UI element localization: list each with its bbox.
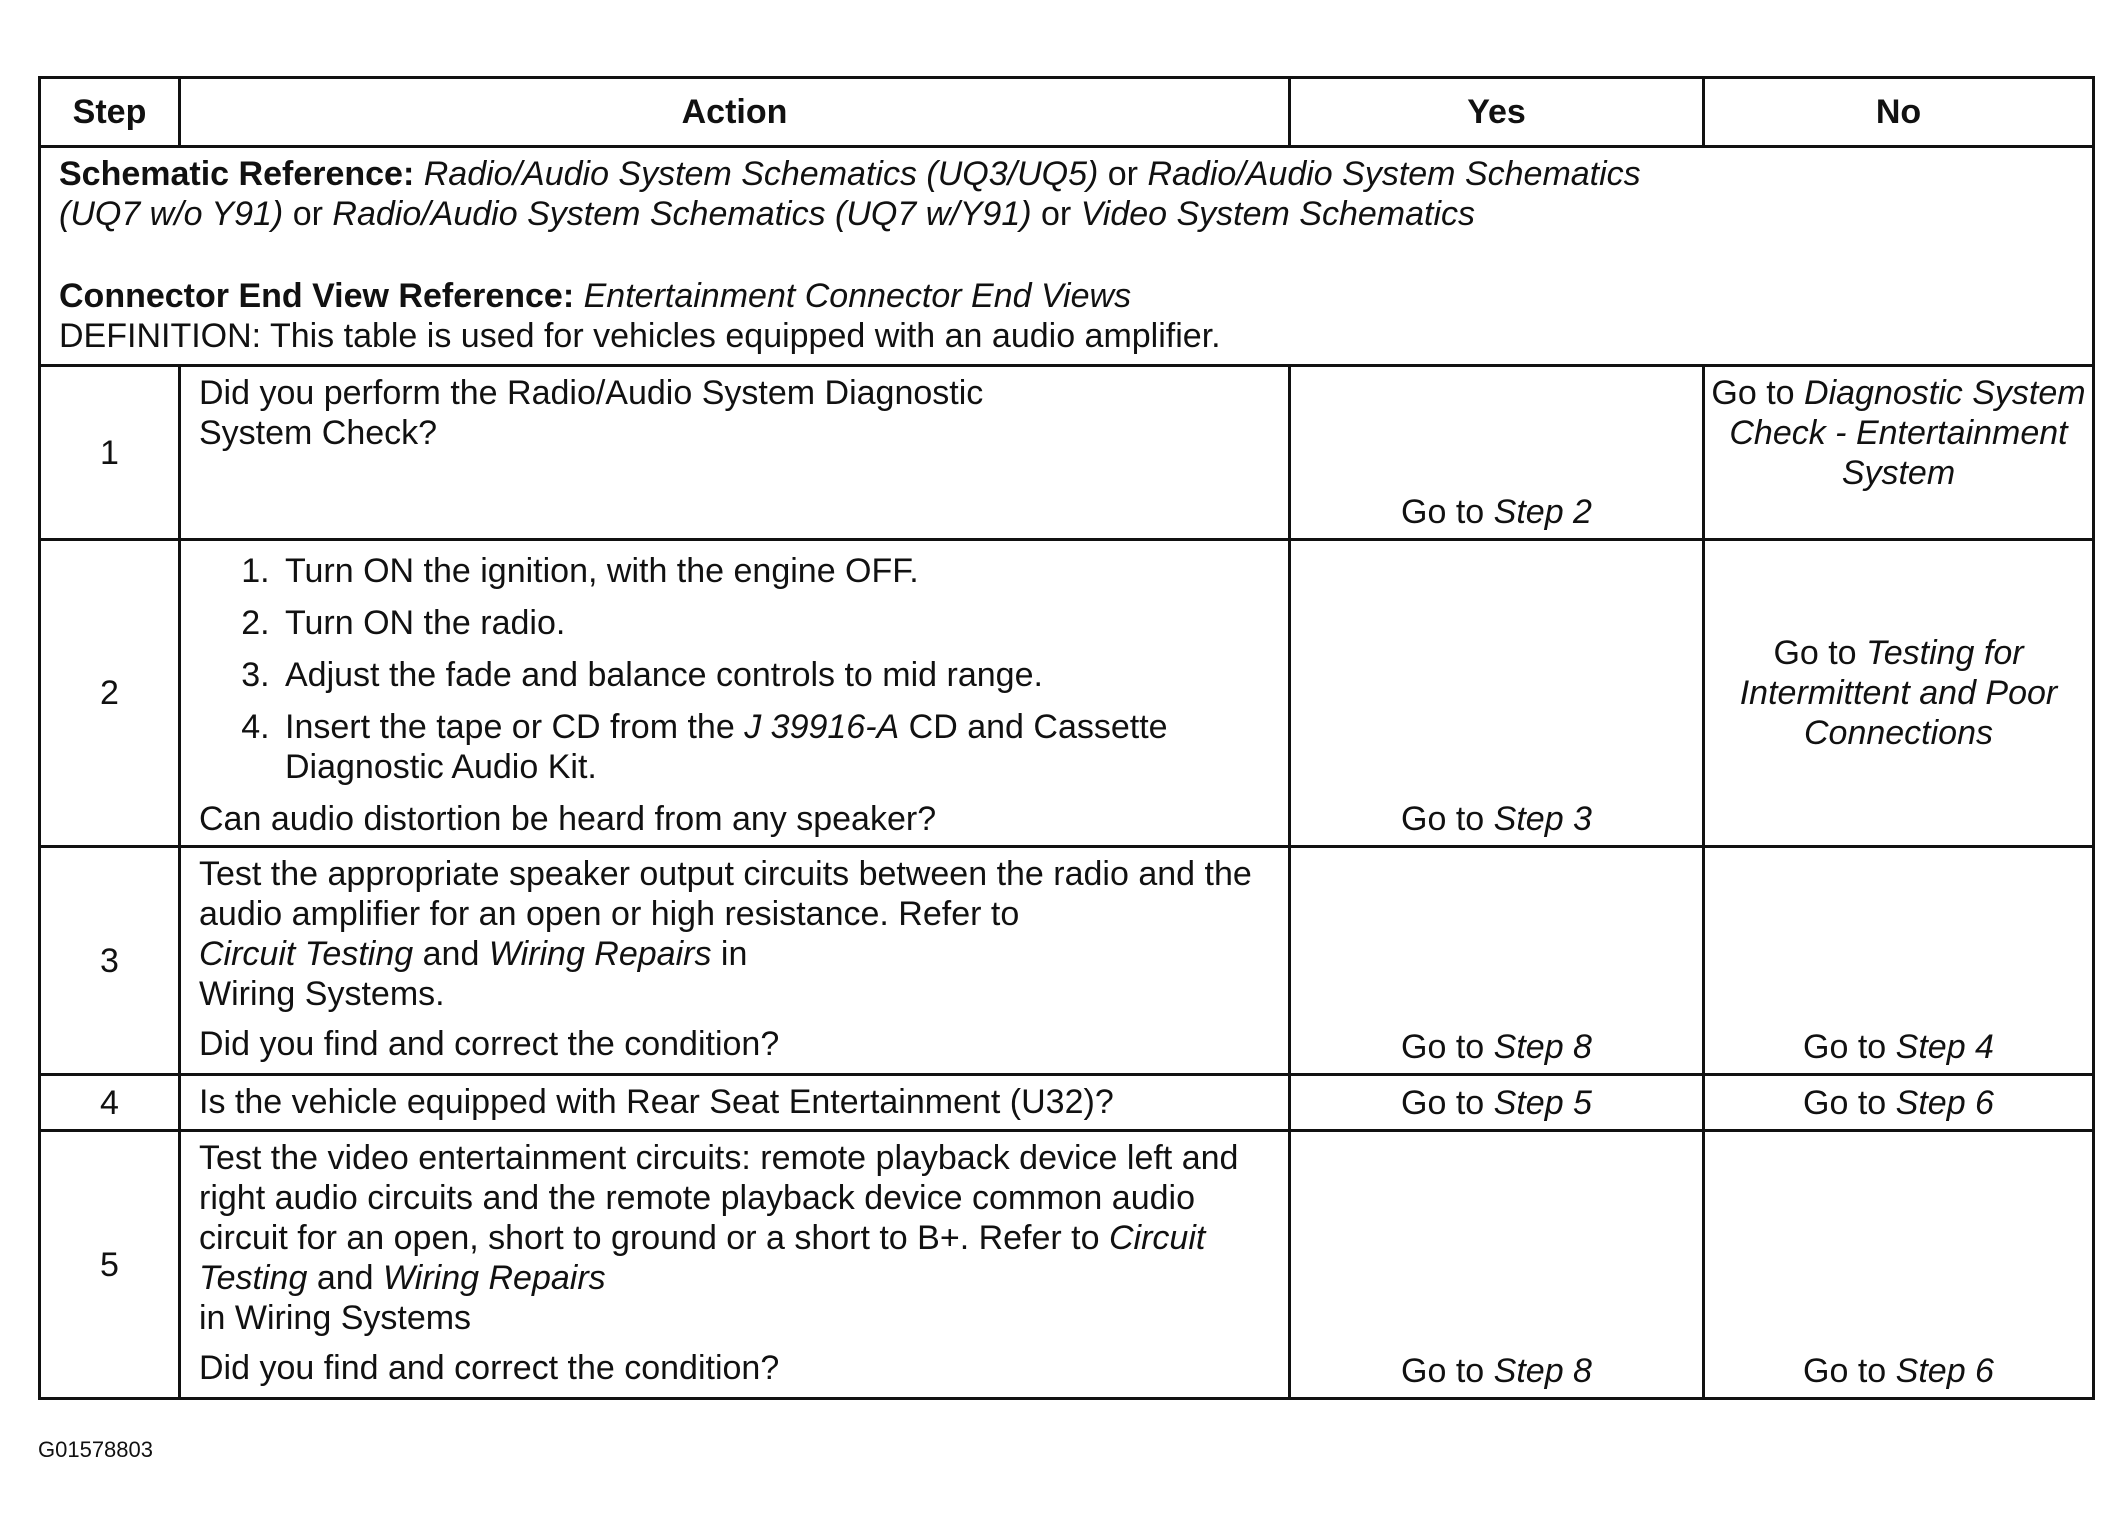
- step-number: 3: [40, 847, 180, 1075]
- connector-link[interactable]: Entertainment Connector End Views: [583, 277, 1132, 315]
- header-step: Step: [40, 78, 180, 147]
- diagnostic-table: [38, 76, 2095, 1400]
- step-row-2: [40, 540, 2094, 847]
- list-item-text: Insert the tape or CD from the: [285, 708, 735, 746]
- goto-text: Go to: [1401, 1084, 1485, 1122]
- no-step-link[interactable]: Step 6: [1895, 1084, 1994, 1122]
- and-text: and: [316, 1259, 374, 1297]
- step-number: 2: [40, 540, 180, 847]
- action-tail: in Wiring Systems: [199, 1299, 472, 1337]
- list-item: 3. Adjust the fade and balance controls to mid range.: [279, 655, 1274, 695]
- yes-cell: [1290, 366, 1704, 540]
- question-text: Did you find and correct the condition?: [199, 1025, 780, 1063]
- reference-cell: [40, 147, 2094, 366]
- goto-text: Go to: [1401, 1028, 1485, 1066]
- no-step-link[interactable]: Diagnostic System Check - Entertainment System: [1729, 374, 2086, 492]
- yes-cell: [1290, 1131, 1704, 1399]
- yes-step-link[interactable]: Step 3: [1493, 800, 1592, 838]
- procedure-list: [199, 551, 1274, 787]
- action-text: Test the appropriate speaker output circuits between the radio and the audio amplifier for an open or high resistance. Refer to: [199, 855, 1252, 933]
- schematic-link-2b[interactable]: (UQ7 w/o Y91): [59, 195, 284, 233]
- no-cell: [1704, 540, 2094, 847]
- goto-text: Go to: [1711, 374, 1795, 412]
- action-cell: [180, 1131, 1290, 1399]
- action-text: System Check?: [199, 414, 438, 452]
- step-row-3: [40, 847, 2094, 1075]
- schematic-link-2[interactable]: Radio/Audio System Schematics: [1147, 155, 1641, 193]
- or-text: or: [1107, 155, 1138, 193]
- yes-cell: [1290, 1075, 1704, 1131]
- action-text: Test the video entertainment circuits: remote playback device left and right audio circuits and the remote playback device common audio circuit for an open, short to ground or a short to B+. Refer to: [199, 1139, 1239, 1257]
- step-number: 1: [40, 366, 180, 540]
- goto-text: Go to: [1773, 634, 1857, 672]
- step-row-5: [40, 1131, 2094, 1399]
- header-row: [40, 78, 2094, 147]
- yes-step-link[interactable]: Step 8: [1493, 1028, 1592, 1066]
- schematic-reference: [59, 154, 2074, 234]
- step-number: 4: [40, 1075, 180, 1131]
- connector-label: Connector End View Reference:: [59, 277, 575, 315]
- no-step-link[interactable]: Testing for Intermittent and Poor Connections: [1739, 634, 2058, 752]
- no-cell: [1704, 1075, 2094, 1131]
- definition-text: DEFINITION: This table is used for vehicles equipped with an audio amplifier.: [59, 317, 1221, 355]
- schematic-link-1[interactable]: Radio/Audio System Schematics (UQ3/UQ5): [423, 155, 1099, 193]
- step-number: 5: [40, 1131, 180, 1399]
- yes-step-link[interactable]: Step 2: [1493, 493, 1592, 531]
- schematic-label: Schematic Reference:: [59, 155, 415, 193]
- no-cell: [1704, 366, 2094, 540]
- no-cell: [1704, 1131, 2094, 1399]
- list-item-text: CD and Cassette Diagnostic Audio Kit.: [285, 708, 1168, 786]
- yes-step-link[interactable]: Step 5: [1493, 1084, 1592, 1122]
- or-text: or: [292, 195, 323, 233]
- action-cell: Is the vehicle equipped with Rear Seat Entertainment (U32)?: [180, 1075, 1290, 1131]
- goto-text: Go to: [1401, 493, 1485, 531]
- question-text: Did you find and correct the condition?: [199, 1349, 780, 1387]
- question-text: Can audio distortion be heard from any speaker?: [199, 800, 937, 838]
- no-step-link[interactable]: Step 6: [1895, 1352, 1994, 1390]
- step-row-1: [40, 366, 2094, 540]
- in-text: in: [720, 935, 748, 973]
- header-action: Action: [180, 78, 1290, 147]
- no-step-link[interactable]: Step 4: [1895, 1028, 1994, 1066]
- action-cell: [180, 540, 1290, 847]
- action-tail: Wiring Systems.: [199, 975, 445, 1013]
- list-item: [279, 707, 1274, 787]
- header-no: No: [1704, 78, 2094, 147]
- schematic-link-3[interactable]: Radio/Audio System Schematics (UQ7 w/Y91): [332, 195, 1032, 233]
- or-text: or: [1041, 195, 1072, 233]
- list-item: 2. Turn ON the radio.: [279, 603, 1274, 643]
- reference-row: [40, 147, 2094, 366]
- yes-step-link[interactable]: Step 8: [1493, 1352, 1592, 1390]
- figure-id: G01578803: [38, 1437, 153, 1462]
- tool-number: J 39916-A: [744, 708, 900, 746]
- no-cell: [1704, 847, 2094, 1075]
- header-yes: Yes: [1290, 78, 1704, 147]
- circuit-testing-link[interactable]: Circuit Testing: [199, 935, 414, 973]
- step-row-4: [40, 1075, 2094, 1131]
- action-cell: [180, 366, 1290, 540]
- wiring-repairs-link[interactable]: Wiring Repairs: [383, 1259, 606, 1297]
- goto-text: Go to: [1401, 800, 1485, 838]
- goto-text: Go to: [1401, 1352, 1485, 1390]
- action-text: Did you perform the Radio/Audio System Diagnostic: [199, 374, 984, 412]
- and-text: and: [422, 935, 480, 973]
- wiring-repairs-link[interactable]: Wiring Repairs: [488, 935, 712, 973]
- connector-reference: [59, 276, 2074, 316]
- goto-text: Go to: [1803, 1084, 1887, 1122]
- yes-cell: [1290, 540, 1704, 847]
- circuit-testing-link[interactable]: Circuit Testing: [199, 1219, 1206, 1297]
- yes-cell: [1290, 847, 1704, 1075]
- goto-text: Go to: [1803, 1352, 1887, 1390]
- list-item: 1. Turn ON the ignition, with the engine OFF.: [279, 551, 1274, 591]
- schematic-link-4[interactable]: Video System Schematics: [1080, 195, 1476, 233]
- action-cell: [180, 847, 1290, 1075]
- goto-text: Go to: [1803, 1028, 1887, 1066]
